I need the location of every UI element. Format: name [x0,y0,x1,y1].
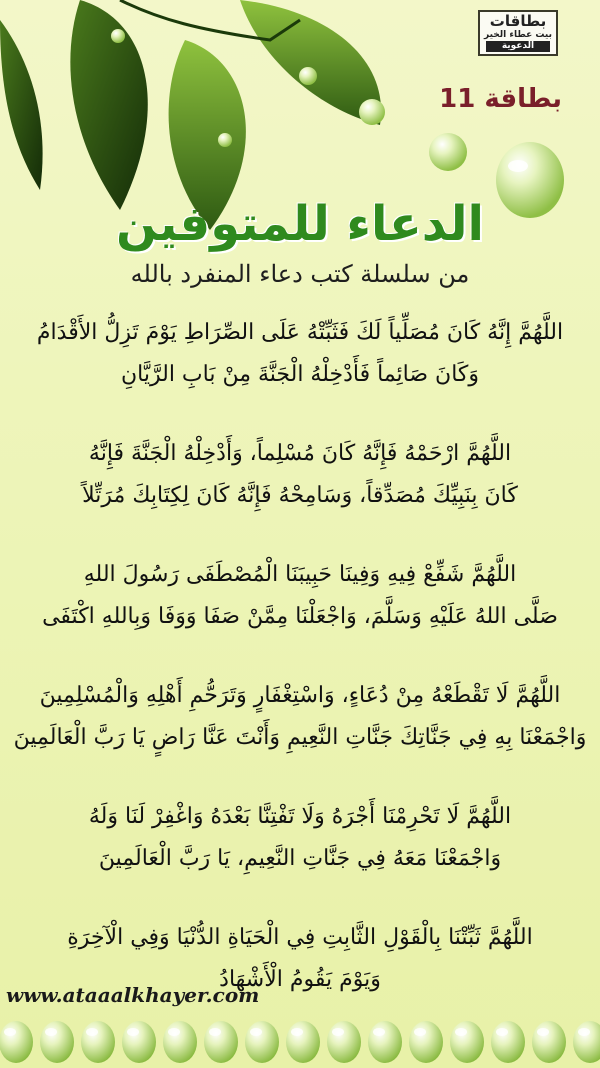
logo-line-3: الدعوية [486,41,550,52]
water-drop-highlight [332,1028,344,1036]
water-drop-icon [218,133,232,147]
dua-line: اللَّهُمَّ ارْحَمْهُ فَإِنَّهُ كَانَ مُسْلِماً، وَأَدْخِلْهُ الْجَنَّةَ فَإِنَّهُ [88,441,512,466]
water-drop-highlight [45,1028,57,1036]
dua-line: كَانَ بِنَبِيِّكَ مُصَدِّقاً، وَسَامِحْهُ فَإِنَّهُ كَانَ لِكِتَابِكَ مُرَتِّلاً [82,483,518,508]
dua-line: اللَّهُمَّ شَفِّعْ فِيهِ وَفِينَا حَبِيبَنَا الْمُصْطَفَى رَسُولَ اللهِ [83,562,517,587]
water-drop-icon [359,99,385,125]
water-drop-icon [299,67,317,85]
logo-line-1: بطاقات [489,12,547,30]
page-subtitle: من سلسلة كتب دعاء المنفرد بالله [130,260,470,288]
water-drop-icon [450,1021,484,1063]
water-drop-icon [409,1021,443,1063]
leaf-icon [70,0,147,210]
dua-item [10,433,590,517]
dua-item [10,796,590,880]
water-drop-icon [532,1021,566,1063]
water-drop-highlight [168,1028,180,1036]
leaf-icon [0,20,43,190]
water-drop-icon [81,1021,115,1063]
water-drop-highlight [291,1028,303,1036]
water-drop-icon [0,1021,33,1063]
water-drop-icon [491,1021,525,1063]
water-drop-icon [204,1021,238,1063]
water-drop-highlight [414,1028,426,1036]
water-drop-highlight [250,1028,262,1036]
dua-item [10,312,590,396]
water-drop-icon [286,1021,320,1063]
dua-line: وَاجْمَعْنَا مَعَهُ فِي جَنَّاتِ النَّعِيمِ، يَا رَبَّ الْعَالَمِينَ [98,846,502,871]
water-drop-icon [163,1021,197,1063]
water-drop-icon [573,1021,600,1063]
water-drop-highlight [373,1028,385,1036]
dua-line: صَلَّى اللهُ عَلَيْهِ وَسَلَّمَ، وَاجْعَلْنَا مِمَّنْ صَفَا وَوَفَا وَبِاللهِ اكْتَفَى [42,604,558,629]
dua-line: وَكَانَ صَائِماً فَأَدْخِلْهُ الْجَنَّةَ مِنْ بَابِ الرَّيَّانِ [121,362,479,387]
dua-item [10,675,590,759]
dua-line: اللَّهُمَّ ثَبِّتْنَا بِالْقَوْلِ الثَّابِتِ فِي الْحَيَاةِ الدُّنْيَا وَفِي الْآخِرَةِ [67,925,533,950]
water-drop-highlight [127,1028,139,1036]
dua-line: اللَّهُمَّ لَا تَقْطَعْهُ مِنْ دُعَاءٍ، وَاسْتِغْفَارٍ وَتَرَحُّمِ أَهْلِهِ وَالْمُسْلِمِينَ [39,683,561,708]
publisher-logo [478,10,558,56]
dua-line: وَاجْمَعْنَا بِهِ فِي جَنَّاتِكَ جَنَّاتِ النَّعِيمِ وَأَنْتَ عَنَّا رَاضٍ يَا رَبَّ الْعَالَمِينَ [13,725,587,750]
dua-item [10,554,590,638]
dua-line: اللَّهُمَّ لَا تَحْرِمْنَا أَجْرَهُ وَلَا تَفْتِنَّا بَعْدَهُ وَاغْفِرْ لَنَا وَلَهُ [88,804,512,829]
dua-list [10,312,590,1038]
dua-line: وَيَوْمَ يَقُومُ الْأَشْهَادُ [219,967,381,992]
logo-line-2: بيت عطاء الخير [484,30,552,40]
leaf-icon [240,0,381,125]
card-number: بطاقة 11 [439,84,562,114]
water-drop-highlight [578,1028,590,1036]
water-drop-highlight [455,1028,467,1036]
water-drop-highlight [209,1028,221,1036]
water-drop-highlight [4,1028,16,1036]
water-drop-icon [111,29,125,43]
water-drop-highlight [496,1028,508,1036]
water-drop-icon [245,1021,279,1063]
water-drop-border [0,1016,600,1068]
water-drop-icon [429,133,467,171]
water-drop-highlight [86,1028,98,1036]
water-drop-icon [122,1021,156,1063]
water-drop-icon [327,1021,361,1063]
dua-line: اللَّهُمَّ إِنَّهُ كَانَ مُصَلِّياً لَكَ فَثَبِّتْهُ عَلَى الصِّرَاطِ يَوْمَ تَزِلُّ الأَقْدَامُ [36,320,564,345]
water-drop-icon [368,1021,402,1063]
page-title: الدعاء للمتوفين [116,196,484,252]
website-url: www.ataaalkhayer.com [6,983,260,1007]
water-drop-icon [40,1021,74,1063]
water-drop-highlight [537,1028,549,1036]
